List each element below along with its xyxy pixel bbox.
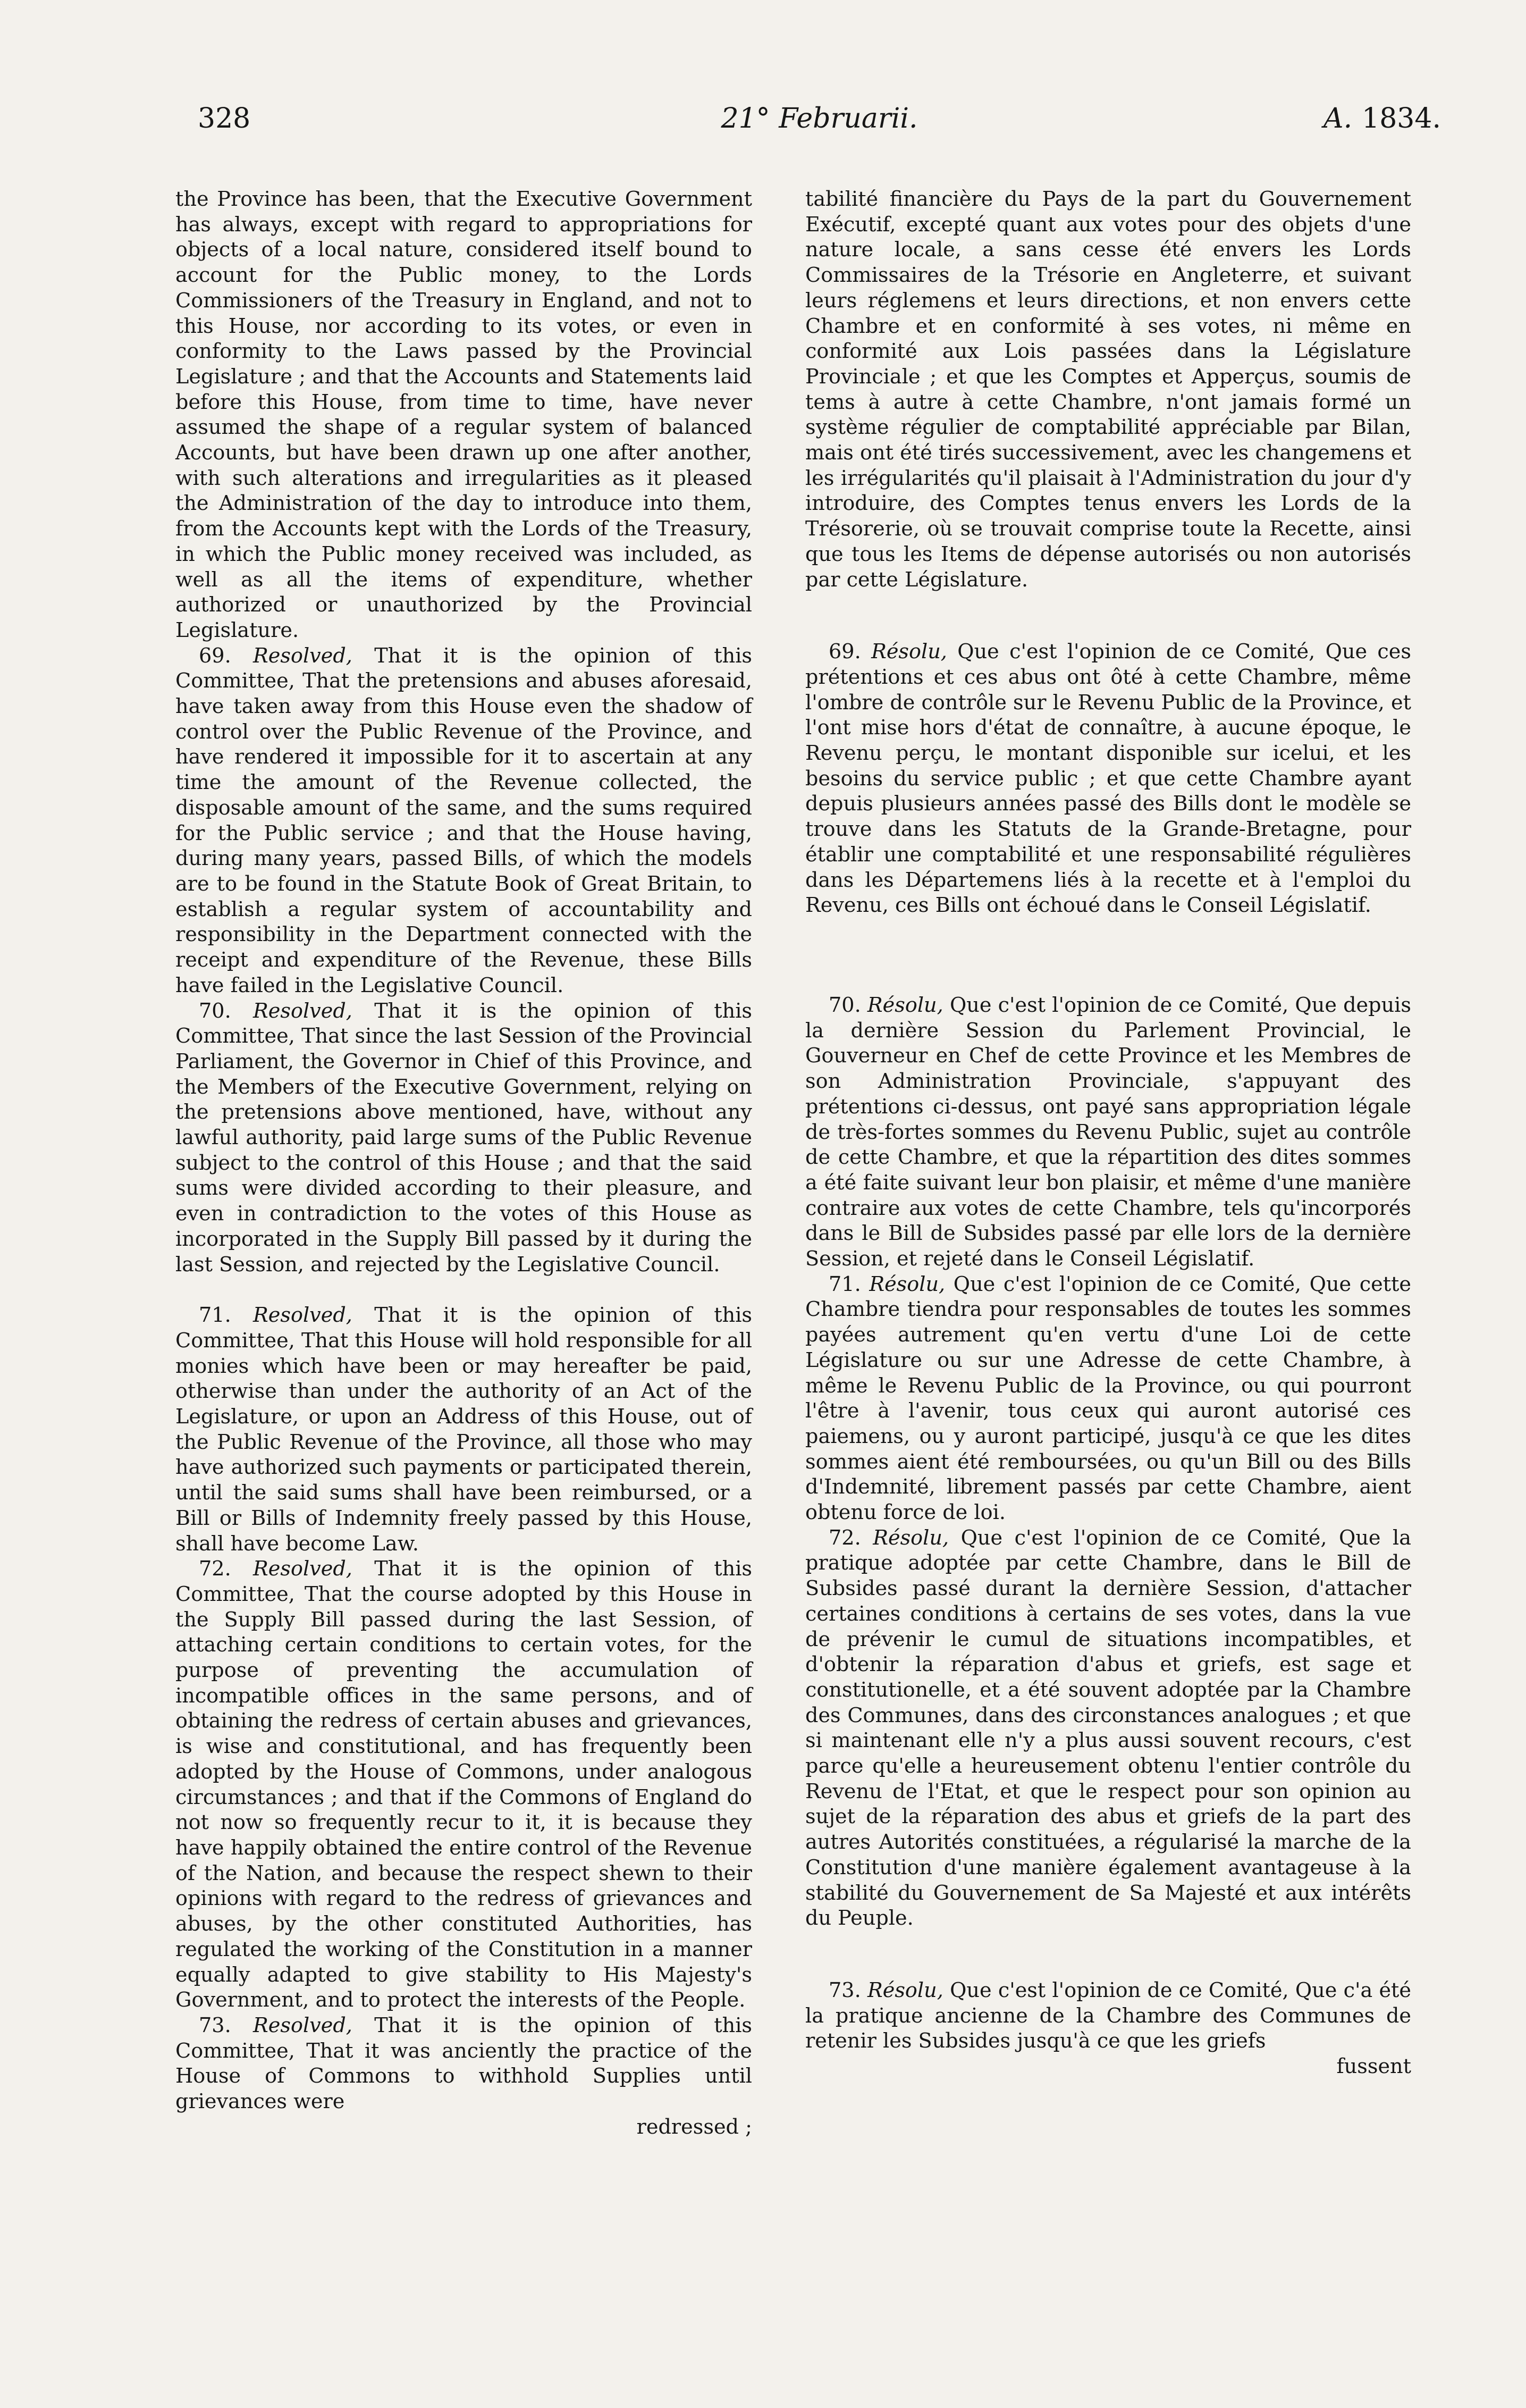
running-header	[198, 100, 1441, 137]
resolution-text: That it is the opinion of this Committee, That this House will hold responsible for all monies which have been or may hereafter be paid, otherwise than under the authority of an Act of the Legislature, or upon an Address of this House, out of the Public Revenue of the Province, all those who may have authorized such payments or participated therein, until the said sums shall have been reimbursed, or a Bill or Bills of Indemnity freely passed by this House, shall have become Law.	[175, 1304, 753, 1556]
header-year	[1323, 100, 1441, 137]
english-resolution-73	[175, 2013, 752, 2141]
resolution-number: 70.	[199, 999, 231, 1023]
french-column	[805, 187, 1411, 2080]
resolution-keyword: Resolved,	[253, 2013, 352, 2037]
resolution-text: That it is the opinion of this Committee, That it was anciently the practice of the House of Commons to withhold Supplies until grievances were	[175, 2013, 753, 2114]
resolution-keyword: Résolu,	[873, 1526, 949, 1550]
year-value: 1834.	[1362, 103, 1441, 135]
french-resolution-70	[805, 993, 1411, 1272]
resolution-number: 72.	[199, 1557, 231, 1581]
resolution-text: That it is the opinion of this Committee, That since the last Session of the Provincial Parliament, the Governor in Chief of this Province, and the Members of the Executive Government, relying on the pretensions above mentioned, have, without any lawful authority, paid large sums of the Public Revenue subject to the control of this House ; and that the said sums were divided according to their pleasure, and even in contradiction to the votes of this House as incorporated in the Supply Bill passed by it during the last Session, and rejected by the Legislative Council.	[175, 999, 753, 1277]
catchword: fussent	[1336, 2055, 1411, 2079]
resolution-text: Que c'est l'opinion de ce Comité, Que ces prétentions et ces abus ont ôté à cette Chambre, même l'ombre de contrôle sur le Revenu Public de la Province, et l'ont mise hors d'état de connaître, à aucune époque, le Revenu perçu, le montant disponible sur icelui, et les besoins du service public ; et que cette Chambre ayant depuis plusieurs années passé des Bills dont le modèle se trouve dans les Statuts de la Grande-Bretagne, pour établir une comptabilité et une responsabilité régulières dans les Départemens liés à la recette et à l'emploi du Revenu, ces Bills ont échoué dans le Conseil Législatif.	[805, 640, 1412, 918]
resolution-number: 72.	[829, 1526, 861, 1550]
catchword: redressed ;	[636, 2115, 752, 2139]
resolution-keyword: Resolved,	[253, 644, 352, 668]
resolution-text: That it is the opinion of this Committee, That the pretensions and abuses aforesaid, have taken away from this House even the shadow of control over the Public Revenue of the Province, and have rendered it impossible for it to ascertain at any time the amount of the Revenue collected, the disposable amount of the same, and the sums required for the Public service ; and that the House having, during many years, passed Bills, of which the models are to be found in the Statute Book of Great Britain, to establish a regular system of accountability and responsibility in the Department connected with the receipt and expenditure of the Revenue, these Bills have failed in the Legislative Council.	[175, 644, 753, 997]
resolution-keyword: Résolu,	[869, 1272, 946, 1296]
header-date: 21° Februarii.	[721, 103, 918, 135]
resolution-number: 70.	[829, 993, 861, 1017]
resolution-number: 69.	[829, 640, 861, 664]
resolution-number: 69.	[199, 644, 231, 668]
resolution-keyword: Résolu,	[867, 993, 943, 1017]
english-intro-paragraph: the Province has been, that the Executive Government has always, except with regard to appropriations for objects of a local nature, considered itself bound to account for the Public money, to the Lords Commissioners of the Treasury in England, and not to this House, nor according to its votes, or even in conformity to the Laws passed by the Provincial Legislature ; and that the Accounts and Statements laid before this House, from time to time, have never assumed the shape of a regular system of balanced Accounts, but have been drawn up one after another, with such alterations and irregularities as it pleased the Administration of the day to introduce into them, from the Accounts kept with the Lords of the Treasury, in which the Public money received was included, as well as all the items of expenditure, whether authorized or unauthorized by the Provincial Legislature.	[175, 188, 752, 642]
resolution-keyword: Resolved,	[253, 1557, 352, 1581]
english-resolution-70	[175, 999, 752, 1278]
english-column	[175, 187, 752, 2140]
resolution-number: 71.	[829, 1272, 861, 1296]
resolution-text: Que c'est l'opinion de ce Comité, Que depuis la dernière Session du Parlement Provincial, le Gouverneur en Chef de cette Province et les Membres de son Administration Provinciale, s'appuyant des prétentions ci-dessus, ont payé sans appropriation légale de très-fortes sommes du Revenu Public, sujet au contrôle de cette Chambre, et que la répartition des dites sommes a été faite suivant leur bon plaisir, et même d'une manière contraire aux votes de cette Chambre, tels qu'incorporés dans le Bill de Subsides passé par elle lors de la dernière Session, et rejeté dans le Conseil Législatif.	[805, 993, 1411, 1271]
english-resolution-69	[175, 644, 752, 999]
french-resolution-73	[805, 1978, 1411, 2080]
resolution-keyword: Resolved,	[253, 1304, 352, 1328]
resolution-number: 73.	[829, 1979, 861, 2002]
year-prefix: A.	[1323, 103, 1353, 135]
french-resolution-71	[805, 1272, 1411, 1526]
english-resolution-71	[175, 1303, 752, 1557]
resolution-text: Que c'est l'opinion de ce Comité, Que la pratique adoptée par cette Chambre, dans le Bill de Subsides passé durant la dernière Session, d'attacher certaines conditions à certains de ses votes, dans la vue de prévenir le cumul de situations incompatibles, et d'obtenir la réparation d'abus et griefs, est sage et constitutionelle, et a été souvent adoptée par la Chambre des Communes, dans des circonstances analogues ; et que si maintenant elle n'y a plus aussi souvent recours, c'est parce qu'elle a heureusement obtenu l'entier contrôle du Revenu de l'Etat, et que le respect pour son opinion au sujet de la réparation des abus et griefs de la part des autres Autorités constituées, a régularisé la marche de la Constitution d'une manière également avantageuse à la stabilité du Gouvernement de Sa Majesté et aux intérêts du Peuple.	[805, 1526, 1411, 1931]
french-resolution-69	[805, 640, 1411, 919]
resolution-text: Que c'est l'opinion de ce Comité, Que cette Chambre tiendra pour responsables de toutes les sommes payées autrement qu'en vertu d'une Loi de cette Législature ou sur une Adresse de cette Chambre, à même le Revenu Public de la Province, ou qui pourront l'être à l'avenir, tous ceux qui auront autorisé ces paiemens, ou y auront participé, jusqu'à ce que les dites sommes aient été remboursées, ou qu'un Bill ou des Bills d'Indemnité, librement passés par cette Chambre, aient obtenu force de loi.	[805, 1272, 1411, 1525]
resolution-text: That it is the opinion of this Committee, That the course adopted by this House in the Supply Bill passed during the last Session, of attaching certain conditions to certain votes, for the purpose of preventing the accumulation of incompatible offices in the same persons, and of obtaining the redress of certain abuses and grievances, is wise and constitutional, and has frequently been adopted by the House of Commons, under analogous circumstances ; and that if the Commons of England do not now so frequently recur to it, it is because they have happily obtained the entire control of the Revenue of the Nation, and because the respect shewn to their opinions with regard to the redress of grievances and abuses, by the other constituted Authorities, has regulated the working of the Constitution in a manner equally adapted to give stability to His Majesty's Government, and to protect the interests of the People.	[175, 1557, 753, 2012]
french-resolution-72	[805, 1526, 1411, 1932]
french-intro-paragraph: tabilité financière du Pays de la part du Gouvernement Exécutif, excepté quant aux votes pour des objets d'une nature locale, a sans cesse été envers les Lords Commissaires de la Trésorie en Angleterre, et suivant leurs réglemens et leurs directions, et non envers cette Chambre et en conformité à ses votes, ni même en conformité aux Lois passées dans la Législature Provinciale ; et que les Comptes et Apperçus, soumis de tems à autre à cette Chambre, n'ont jamais formé un système régulier de comptabilité appréciable par Bilan, mais ont été tirés successivement, avec les changemens et les irrégularités qu'il plaisait à l'Administration du jour d'y introduire, des Comptes tenus envers les Lords de la Trésorerie, où se trouvait comprise toute la Recette, ainsi que tous les Items de dépense autorisés ou non autorisés par cette Législature.	[805, 188, 1411, 592]
resolution-keyword: Résolu,	[871, 640, 947, 664]
resolution-number: 71.	[199, 1304, 231, 1328]
resolution-keyword: Resolved,	[253, 999, 352, 1023]
page-number: 328	[198, 103, 251, 135]
resolution-text: Que c'est l'opinion de ce Comité, Que c'a été la pratique ancienne de la Chambre des Communes de retenir les Subsides jusqu'à ce que les griefs	[805, 1979, 1412, 2053]
resolution-keyword: Résolu,	[867, 1979, 943, 2002]
resolution-number: 73.	[199, 2013, 231, 2037]
english-resolution-72	[175, 1557, 752, 2013]
